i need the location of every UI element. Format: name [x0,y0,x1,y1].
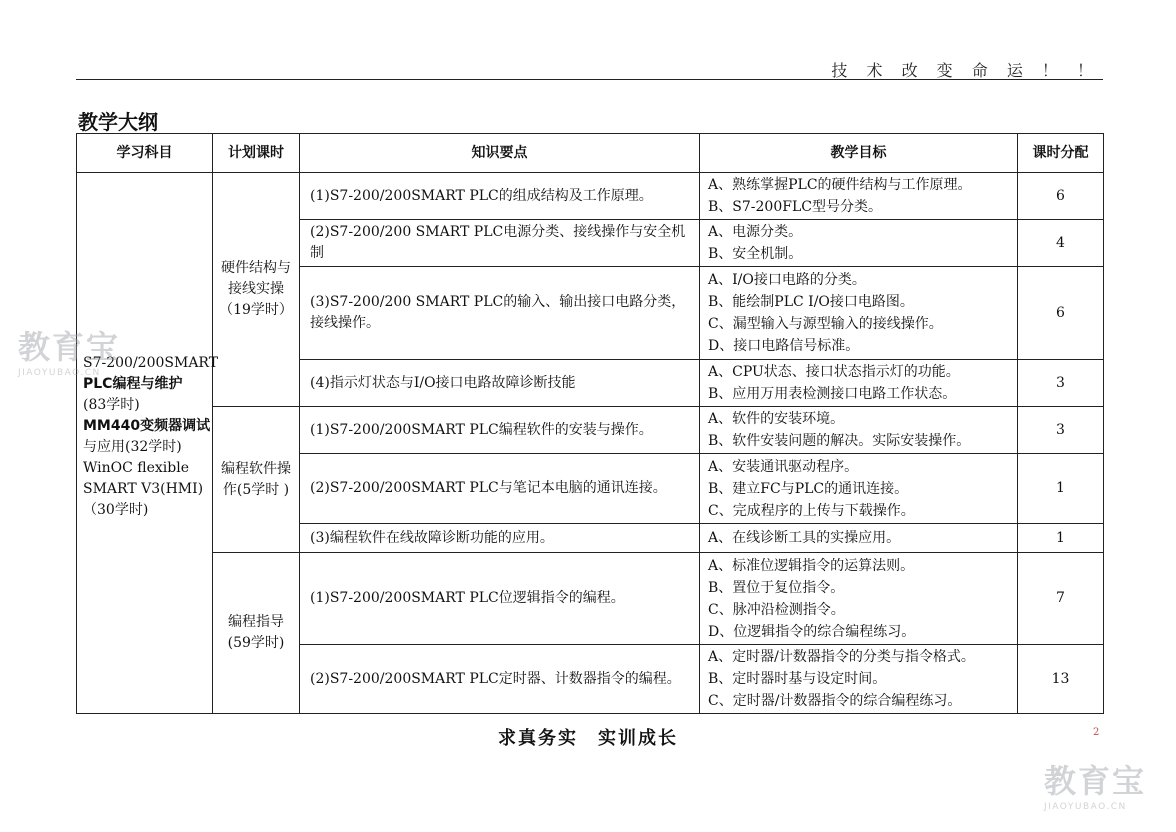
subject-line: MM440变频器调试 [83,418,211,434]
key-point-cell: (2)S7-200/200SMART PLC定时器、计数器指令的编程。 [300,645,700,714]
planned-hours-cell: 编程指导(59学时) [213,553,300,714]
col-header-planned-hours: 计划课时 [213,134,300,173]
objective-item: D、位逻辑指令的综合编程练习。 [708,623,916,640]
watermark-logo [18,322,120,378]
objective-item: B、S7-200FLC型号分类。 [708,199,882,215]
planned-hours-cell: 编程软件操作(5学时 ) [213,407,300,553]
footer-slogan: 求真务实 实训成长 [498,728,678,749]
table-row [77,173,1104,220]
allocation-cell: 6 [1018,267,1104,360]
objective-item: B、建立FC与PLC的通讯连接。 [708,480,909,497]
col-header-key-points: 知识要点 [300,134,700,173]
subject-line: SMART V3(HMI) [83,481,204,497]
subject-line: PLC编程与维护 [83,376,183,392]
objectives-cell [700,267,1018,360]
objectives-cell [700,454,1018,524]
objective-item: B、应用万用表检测接口电路工作状态。 [708,386,957,402]
page-number: 2 [1093,727,1100,738]
watermark-brand: 教育宝 [18,328,121,366]
objective-item: D、接口电路信号标准。 [708,338,860,354]
objectives-cell [700,360,1018,407]
objective-item: A、电源分类。 [708,224,803,240]
col-header-subject: 学习科目 [77,134,213,173]
watermark-brand: 教育宝 [1044,762,1147,800]
objective-item: B、能绘制PLC I/O接口电路图。 [708,294,914,310]
objective-item: C、完成程序的上传与下载操作。 [708,502,915,519]
subject-line: WinOC flexible [83,460,189,476]
col-header-objectives: 教学目标 [700,134,1018,173]
subject-line: 与应用(32学时) [83,439,182,455]
allocation-cell: 3 [1018,407,1104,454]
subject-line: S7-200/200SMART [83,355,219,371]
allocation-cell: 1 [1018,454,1104,524]
allocation-cell: 6 [1018,173,1104,220]
objective-item: A、标准位逻辑指令的运算法则。 [708,557,915,574]
objectives-cell [700,407,1018,454]
objective-item: A、定时器/计数器指令的分类与指令格式。 [708,649,975,665]
key-point-cell: (1)S7-200/200SMART PLC位逻辑指令的编程。 [300,553,700,645]
objective-item: C、漏型输入与源型输入的接线操作。 [708,316,943,332]
key-point-cell: (1)S7-200/200SMART PLC编程软件的安装与操作。 [300,407,700,454]
objectives-cell [700,645,1018,714]
allocation-cell: 1 [1018,524,1104,553]
key-point-cell: (1)S7-200/200SMART PLC的组成结构及工作原理。 [300,173,700,220]
objective-item: A、CPU状态、接口状态指示灯的功能。 [708,364,960,380]
allocation-cell: 7 [1018,553,1104,645]
key-point-cell: (2)S7-200/200 SMART PLC电源分类、接线操作与安全机制 [300,220,700,267]
watermark-domain: JIAOYUBAO.CN [1044,802,1127,812]
key-point-cell: (4)指示灯状态与I/O接口电路故障诊断技能 [300,360,700,407]
objective-item: A、在线诊断工具的实操应用。 [708,530,901,546]
objectives-cell [700,220,1018,267]
objectives-cell [700,553,1018,645]
objective-item: B、置位于复位指令。 [708,579,845,596]
key-point-cell: (3)S7-200/200 SMART PLC的输入、输出接口电路分类，接线操作。 [300,267,700,360]
col-header-allocation: 课时分配 [1018,134,1104,173]
subject-cell [77,173,219,714]
table-row [77,553,1104,645]
table-header-row [77,134,1104,173]
objective-item: A、安装通讯驱动程序。 [708,458,859,475]
key-point-cell: (2)S7-200/200SMART PLC与笔记本电脑的通讯连接。 [300,454,700,524]
subject-line: （30学时) [83,502,149,518]
header-motto: 技 术 改 变 命 运 ！ ！ [831,61,1100,80]
objective-item: C、定时器/计数器指令的综合编程练习。 [708,693,962,709]
watermark-domain: JIAOYUBAO.CN [18,368,101,378]
page-title: 教学大纲 [78,110,158,134]
objectives-cell [700,173,1018,220]
allocation-cell: 4 [1018,220,1104,267]
objective-item: A、熟练掌握PLC的硬件结构与工作原理。 [708,177,972,193]
objective-item: B、安全机制。 [708,246,803,262]
allocation-cell: 13 [1018,645,1104,714]
objective-item: A、I/O接口电路的分类。 [708,272,866,288]
subject-line: (83学时) [83,397,140,413]
header-rule [76,79,1103,80]
allocation-cell: 3 [1018,360,1104,407]
objective-item: C、脉冲沿检测指令。 [708,601,845,618]
objectives-cell [700,524,1018,553]
table-row [77,407,1104,454]
objective-item: B、软件安装问题的解决。实际安装操作。 [708,433,971,449]
watermark-logo [1044,756,1146,812]
objective-item: A、软件的安装环境。 [708,411,845,427]
syllabus-table [76,133,1104,714]
planned-hours-cell: 硬件结构与接线实操（19学时） [213,173,300,407]
key-point-cell: (3)编程软件在线故障诊断功能的应用。 [300,524,700,553]
objective-item: B、定时器时基与设定时间。 [708,671,887,687]
